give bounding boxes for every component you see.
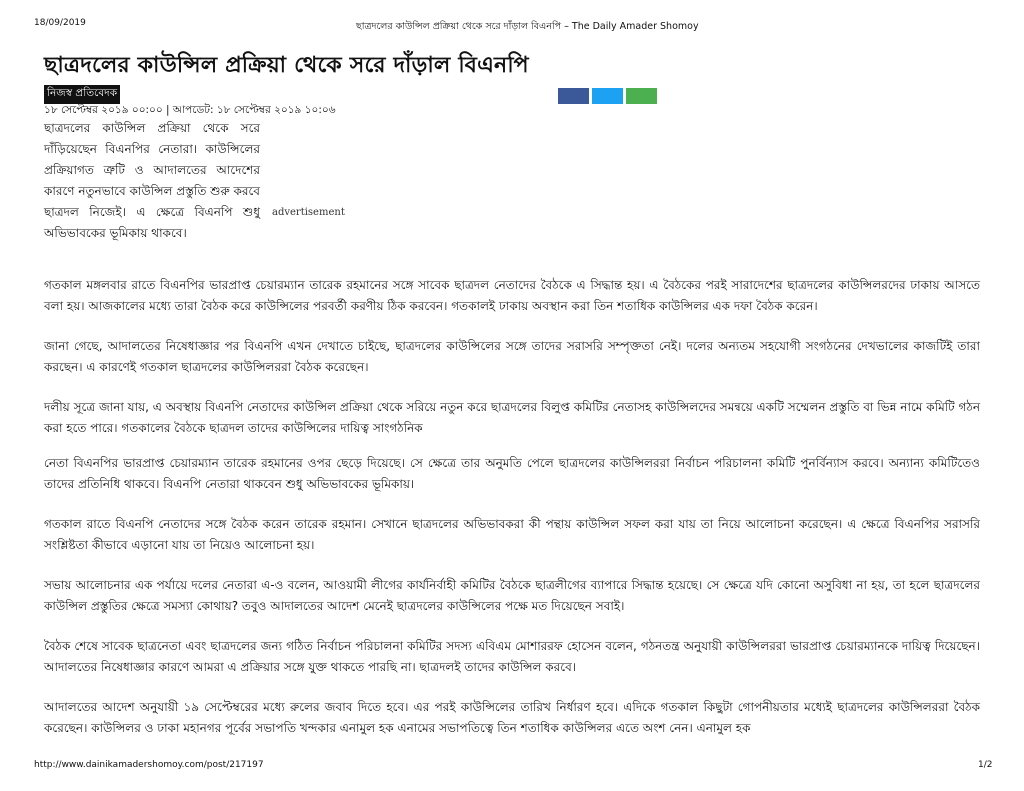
article-paragraph: দলীয় সূত্রে জানা যায়, এ অবস্থায় বিএনপি নেতাদের কাউন্সিল প্রক্রিয়া থেকে সরিয়ে নতুন করে ছাত্রদলের বিলুপ্ত কমিটির নেতাসহ কাউন্সিলদের সমন্বয়ে একটি সম্মেলন প্রস্তুতি বা ভিন্ন নামে কমিটি গঠন করা হতে পারে। গতকালের বৈঠকে ছাত্রদল তাদের কাউন্সিলের দায়িত্ব সাংগঠনিক: [44, 400, 980, 435]
article-dateline: ১৮ সেপ্টেম্বর ২০১৯ ০০:০০ | আপডেট: ১৮ সেপ্টেম্বর ২০১৯ ১০:০৬: [44, 104, 336, 116]
article-paragraph: জানা গেছে, আদালতের নিষেধাজ্ঞার পর বিএনপি এখন দেখাতে চাইছে, ছাত্রদলের কাউন্সিলের সঙ্গে তাদের সরাসরি সম্পৃক্ততা নেই। দলের অন্যতম সহযোগী সংগঠনের দেখভালের কাজটিই তারা করছেন। এ কারণেই গতকাল ছাত্রদলের কাউন্সিলররা বৈঠক করেছেন।: [44, 339, 980, 374]
advertisement-label: advertisement: [272, 207, 345, 218]
page-number: 1/2: [978, 760, 993, 770]
article-paragraph: গতকাল মঙ্গলবার রাতে বিএনপির ভারপ্রাপ্ত চেয়ারম্যান তারেক রহমানের সঙ্গে সাবেক ছাত্রদল নেতাদের বৈঠকে এ সিদ্ধান্ত হয়। এ বৈঠকের পরই সারাদেশের ছাত্রদলের কাউন্সিলরদের ঢাকায় আসতে বলা হয়। আজকালের মধ্যে তারা বৈঠক করে কাউন্সিলের পরবর্তী করণীয় ঠিক করবেন। গতকালই ঢাকায় অবস্থান করা তিন শতাধিক কাউন্সিলর এক দফা বৈঠক করেন।: [44, 278, 980, 313]
article-title: ছাত্রদলের কাউন্সিল প্রক্রিয়া থেকে সরে দাঁড়াল বিএনপি: [44, 53, 529, 78]
twitter-share-button[interactable]: [592, 88, 623, 104]
print-page-title: ছাত্রদলের কাউন্সিল প্রক্রিয়া থেকে সরে দাঁড়াল বিএনপি – The Daily Amader Shomoy: [356, 21, 699, 32]
print-date: 18/09/2019: [34, 18, 86, 28]
facebook-share-button[interactable]: [558, 88, 589, 104]
article-body: [44, 275, 980, 758]
article-paragraph: নেতা বিএনপির ভারপ্রাপ্ত চেয়ারম্যান তারেক রহমানের ওপর ছেড়ে দিয়েছে। সে ক্ষেত্রে তার অনুমতি পেলে ছাত্রদলের কাউন্সিলররা নির্বাচন পরিচালনা কমিটি পুনর্বিন্যাস করবে। অন্যান্য কমিটিতেও তাদের প্রতিনিধি থাকবে। বিএনপি নেতারা থাকবেন শুধু অভিভাবকের ভূমিকায়।: [44, 456, 980, 491]
article-lead: ছাত্রদলের কাউন্সিল প্রক্রিয়া থেকে সরে দাঁড়িয়েছেন বিএনপির নেতারা। কাউন্সিলের প্রক্রিয়াগত ত্রুটি ও আদালতের আদেশের কারণে নতুনভাবে কাউন্সিল প্রস্তুতি শুরু করবে ছাত্রদল নিজেই। এ ক্ষেত্রে বিএনপি শুধু অভিভাবকের ভূমিকায় থাকবে।: [44, 121, 260, 240]
article-paragraph: বৈঠক শেষে সাবেক ছাত্রনেতা এবং ছাত্রদলের জন্য গঠিত নির্বাচন পরিচালনা কমিটির সদস্য এবিএম মোশাররফ হোসেন বলেন, গঠনতন্ত্র অনুযায়ী কাউন্সিলররা ভারপ্রাপ্ত চেয়ারম্যানকে দায়িত্ব দিয়েছেন। আদালতের নিষেধাজ্ঞার কারণে আমরা এ প্রক্রিয়ার সঙ্গে যুক্ত থাকতে পারছি না। ছাত্রদলই তাদের কাউন্সিল করবে।: [44, 639, 980, 674]
article-paragraph: গতকাল রাতে বিএনপি নেতাদের সঙ্গে বৈঠক করেন তারেক রহমান। সেখানে ছাত্রদলের অভিভাবকরা কী পন্থায় কাউন্সিল সফল করা যায় তা নিয়ে আলোচনা করেছেন। এ ক্ষেত্রে বিএনপির সরাসরি সংশ্লিষ্টতা কীভাবে এড়ানো যায় তা নিয়েও আলোচনা হয়।: [44, 517, 980, 552]
whatsapp-share-button[interactable]: [626, 88, 657, 104]
article-paragraph: সভায় আলোচনার এক পর্যায়ে দলের নেতারা এ-ও বলেন, আওয়ামী লীগের কার্যনির্বাহী কমিটির বৈঠকে ছাত্রলীগের ব্যাপারে সিদ্ধান্ত হয়েছে। সে ক্ষেত্রে যদি কোনো অসুবিধা না হয়, তা হলে ছাত্রদলের কাউন্সিল প্রস্তুতির ক্ষেত্রে সমস্যা কোথায়? তবুও আদালতের আদেশ মেনেই ছাত্রদলের কাউন্সিলের পক্ষে মত দিয়েছেন সবাই।: [44, 578, 980, 613]
author-badge[interactable]: নিজস্ব প্রতিবেদক: [44, 85, 120, 104]
print-url[interactable]: http://www.dainikamadershomoy.com/post/217197: [34, 760, 264, 770]
article-paragraph: আদালতের আদেশ অনুযায়ী ১৯ সেপ্টেম্বরের মধ্যে রুলের জবাব দিতে হবে। এর পরই কাউন্সিলের তারিখ নির্ধারণ হবে। এদিকে গতকাল কিছুটা গোপনীয়তার মধ্যেই ছাত্রদলের কাউন্সিলররা বৈঠক করেছেন। কাউন্সিলর ও ঢাকা মহানগর পূর্বের সভাপতি খন্দকার এনামুল হক এনামের সভাপতিত্বে তিন শতাধিক কাউন্সিলর এতে অংশ নেন। এনামুল হক: [44, 700, 980, 735]
